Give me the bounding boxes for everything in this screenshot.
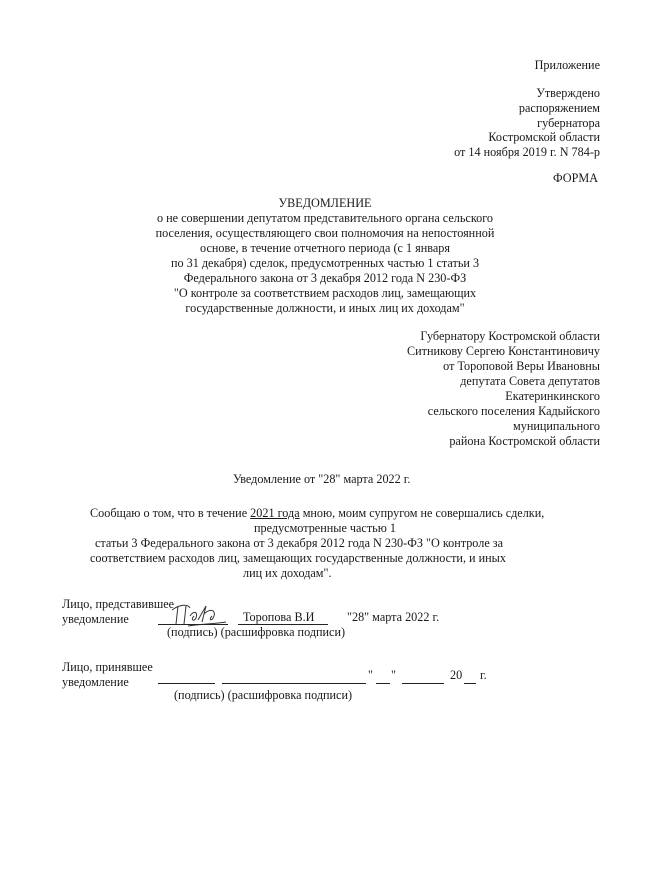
governor-label: губернатора	[537, 116, 600, 130]
receiver-day-line	[376, 683, 390, 684]
body-line: лиц их доходам".	[243, 566, 332, 580]
region-label: Костромской области	[488, 130, 600, 144]
addressee-line: района Костромской области	[449, 434, 600, 448]
title-line: Федерального закона от 3 декабря 2012 года N 230-ФЗ	[183, 271, 467, 285]
addressee-line: депутата Совета депутатов	[460, 374, 600, 388]
form-label: ФОРМА	[553, 171, 598, 185]
receiver-label: уведомление	[62, 675, 129, 689]
body-line1-start: Сообщаю о том, что в течение	[90, 506, 248, 520]
submitter-label: уведомление	[62, 612, 129, 626]
receiver-year-prefix: 20	[450, 668, 463, 682]
title-line: государственные должности, и иных лиц их доходам"	[185, 301, 465, 315]
addressee-line: Ситникову Сергею Константиновичу	[407, 344, 600, 358]
receiver-caption: (подпись) (расшифровка подписи)	[174, 688, 353, 702]
addressee-line: сельского поселения Кадыйского	[427, 404, 600, 418]
appendix-label: Приложение	[534, 58, 600, 72]
receiver-month-line	[402, 683, 444, 684]
title-line: поселения, осуществляющего свои полномочия на непостоянной	[155, 226, 495, 240]
title-line: по 31 декабря) сделок, предусмотренных частью 1 статьи 3	[170, 256, 480, 270]
body-line	[90, 506, 544, 521]
title-line: о не совершении депутатом представительного органа сельского	[156, 211, 494, 225]
submitter-label: Лицо, представившее	[62, 597, 175, 611]
receiver-year-line	[464, 683, 476, 684]
addressee-line: от Тороповой Веры Ивановны	[443, 359, 600, 373]
body-line: соответствием расходов лиц, замещающих государственные должности, и иных	[90, 551, 506, 565]
receiver-name-line	[222, 683, 366, 684]
approved-label: Утверждено	[536, 86, 600, 100]
body-line1-end: мною, моим супругом не совершались сделки,	[302, 506, 545, 520]
notice-date-prefix: Уведомление от	[233, 472, 316, 486]
order-label: распоряжением	[518, 101, 600, 115]
submitter-name: Торопова В.И	[243, 610, 315, 624]
body-line: статьи 3 Федерального закона от 3 декабря 2012 года N 230-ФЗ "О контроле за	[95, 536, 503, 550]
title-line: основе, в течение отчетного периода (с 1 января	[200, 241, 450, 255]
document-title: УВЕДОМЛЕНИЕ	[278, 196, 372, 210]
receiver-year-suffix: г.	[480, 668, 487, 682]
receiver-quote-close: "	[391, 668, 396, 682]
receiver-quote-open: "	[368, 668, 373, 682]
submitter-date: "28" марта 2022 г.	[347, 610, 440, 624]
notice-date-value: "28" марта 2022 г.	[318, 472, 411, 486]
notice-date	[233, 472, 410, 487]
addressee-line: Губернатору Костромской области	[420, 329, 600, 343]
receiver-label: Лицо, принявшее	[62, 660, 153, 674]
order-date: от 14 ноября 2019 г. N 784-р	[454, 145, 600, 159]
reporting-year: 2021 года	[250, 506, 300, 520]
addressee-line: Екатеринкинского	[505, 389, 600, 403]
body-line: предусмотренные частью 1	[254, 521, 396, 535]
title-line: "О контроле за соответствием расходов лиц, замещающих	[173, 286, 477, 300]
submitter-caption: (подпись) (расшифровка подписи)	[167, 625, 346, 639]
receiver-signature-line	[158, 683, 215, 684]
addressee-line: муниципального	[513, 419, 600, 433]
